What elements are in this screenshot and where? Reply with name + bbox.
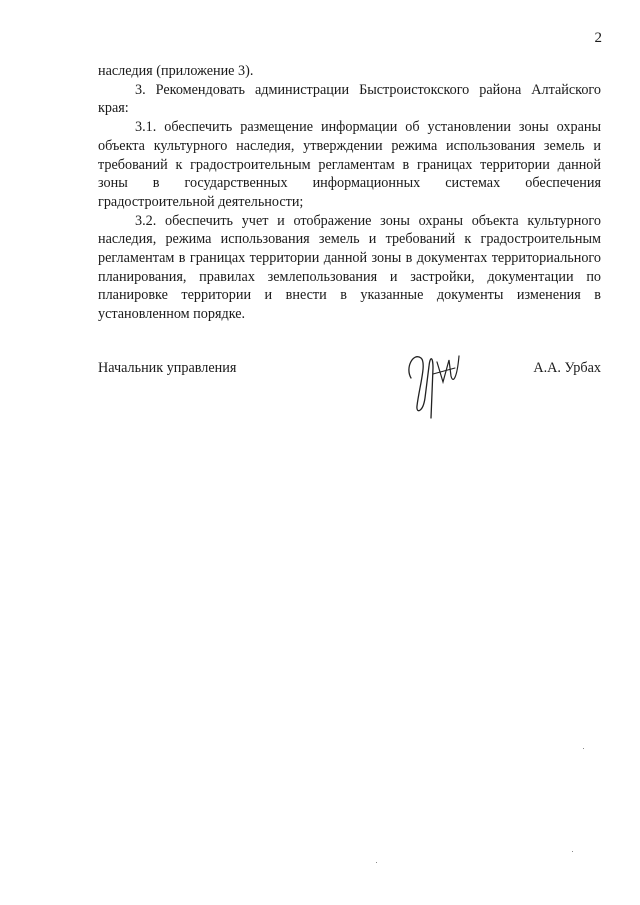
page-number: 2	[594, 30, 602, 46]
scan-speck	[583, 748, 584, 749]
document-body	[98, 62, 601, 324]
signer-name: А.А. Урбах	[533, 360, 601, 376]
signature-block	[98, 358, 601, 428]
paragraph-item-3-2: 3.2. обеспечить учет и отображение зоны охраны объекта культурного наследия, режима использования земель и требований к градостроительным регламентам в границах территории данной зоны в документах территориального планирования, правилах землепользования и застройки, документации по планировке территории и внести в указанные документы изменения в установленном порядке.	[98, 212, 601, 323]
handwritten-signature	[403, 348, 463, 420]
paragraph-item-3: 3. Рекомендовать администрации Быстроистокского района Алтайского края:	[98, 81, 601, 117]
paragraph-continuation: наследия (приложение 3).	[98, 63, 254, 79]
paragraph-item-3-1: 3.1. обеспечить размещение информации об установлении зоны охраны объекта культурного наследия, утверждении режима использования земель и требований к градостроительным регламентам в границах территории данной зоны в государственных информационных системах обеспечения градостроительной деятельности;	[98, 119, 601, 210]
scan-speck	[572, 851, 573, 852]
signer-position: Начальник управления	[98, 360, 237, 376]
scan-speck	[376, 862, 377, 863]
